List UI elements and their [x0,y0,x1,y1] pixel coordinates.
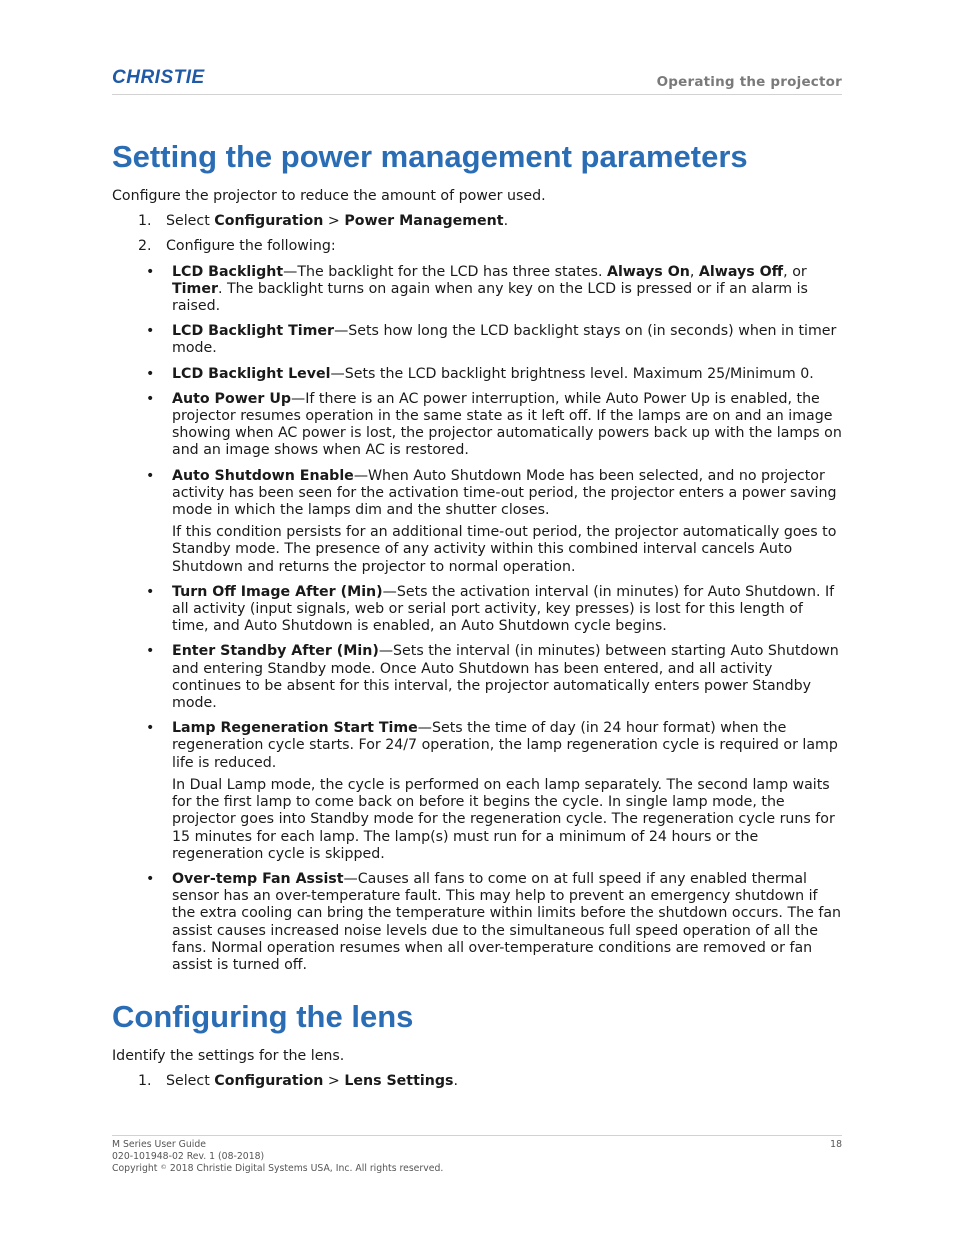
setting-description: , [689,263,699,280]
bullet-icon: • [146,365,155,382]
setting-term: LCD Backlight [172,263,284,280]
setting-description: —Sets how long the LCD backlight stays on (in seconds) when in timer mode. [172,323,837,357]
page-number: 18 [830,1139,842,1150]
settings-list [142,264,842,975]
section-intro: Identify the settings for the lens. [112,1048,345,1065]
setting-term: LCD Backlight Timer [172,323,335,340]
setting-description: —Sets the activation interval (in minutes) for Auto Shutdown. If all activity (input signals, web or serial port activity, key presses) is lost for this length of time, and Auto Shutdown is enabled, an Auto Shutdown cycle begins. [172,583,835,635]
step-number: 1. [138,1073,152,1090]
step-item [112,1073,842,1090]
steps-list [112,1073,842,1090]
bullet-icon: • [146,323,155,340]
header-section-title: Operating the projector [656,74,842,90]
setting-term: Over-temp Fan Assist [172,870,344,887]
menu-path-item: Power Management [344,213,504,230]
header-divider [112,94,842,95]
step-number: 1. [138,213,152,230]
setting-description: —Sets the interval (in minutes) between starting Auto Shutdown and entering Standby mode. Once Auto Shutdown has been entered, and all activity continues to be absent for this interval, the projector automatically enters power Standby mode. [172,643,839,712]
svg-text:CHRISTIE: CHRISTIE [112,67,205,88]
list-item [142,323,842,357]
step-text: Configure the following: [166,238,336,255]
setting-description: —The backlight for the LCD has three states. [283,263,607,280]
path-separator: > [323,213,345,230]
list-item [142,264,842,316]
footer-copyright [112,1162,443,1175]
bullet-icon: • [146,583,155,600]
christie-logo [112,66,220,92]
state-option: Timer [172,280,218,297]
setting-term: Turn Off Image After (Min) [172,583,383,600]
bullet-icon: • [146,467,155,484]
setting-note: In Dual Lamp mode, the cycle is performed on each lamp separately. The second lamp waits for the first lamp to come back on before it begins the cycle. In single lamp mode, the projector goes into Standby mode for the regeneration cycle. The regeneration cycle runs for 15 minutes for each lamp. The lamp(s) must run for a minimum of 24 hours or the regeneration cycle is skipped. [172,776,835,862]
setting-term: Lamp Regeneration Start Time [172,720,418,737]
setting-description: —Causes all fans to come on at full speed if any enabled thermal sensor has an over-temperature fault. This may help to prevent an emergency shutdown if the extra cooling can bring the temperature within limits before the shutdown occurs. The fan assist causes increased noise levels due to the simultaneous full speed operation of all the fans. Normal operation resumes when all over-temperature conditions are removed or fan assist is turned off. [172,870,842,973]
section-heading-lens: Configuring the lens [112,999,414,1035]
copyright-symbol: © [160,1163,167,1171]
step-text: Select [166,213,215,230]
bullet-icon: • [146,870,155,887]
page-content [112,138,842,1091]
state-option: Always On [606,263,690,280]
setting-description: —When Auto Shutdown Mode has been selected, and no projector activity has been seen for the activation time-out period, the projector enters a power saving mode in which the lamps dim and the shutter closes. [172,467,837,519]
setting-description: —Sets the LCD backlight brightness level. Maximum 25/Minimum 0. [330,365,814,382]
footer-divider [112,1135,842,1136]
list-item [142,720,842,863]
setting-term: LCD Backlight Level [172,365,331,382]
setting-description: —If there is an AC power interruption, while Auto Power Up is enabled, the projector resumes operation in the same state as it left off. If the lamps are on and an image showing when AC power is lost, the projector automatically powers back up with the lamps on and an image shows when AC is restored. [172,390,842,459]
list-item [142,391,842,460]
menu-path-item: Lens Settings [344,1073,454,1090]
setting-description: —Sets the time of day (in 24 hour format) when the regeneration cycle starts. For 24/7 operation, the lamp regeneration cycle is required or lamp life is reduced. [172,720,838,771]
setting-note: If this condition persists for an additional time-out period, the projector automatically goes to Standby mode. The presence of any activity within this combined interval cancels Auto Shutdown and returns the projector to normal operation. [172,524,837,575]
step-text: . [503,213,509,230]
setting-term: Auto Shutdown Enable [172,467,354,484]
section-intro: Configure the projector to reduce the amount of power used. [112,188,546,204]
copyright-text: 2018 Christie Digital Systems USA, Inc. All rights reserved. [166,1163,444,1174]
step-number: 2. [138,238,152,255]
setting-description: , or [783,263,807,280]
list-item [142,643,842,712]
setting-term: Enter Standby After (Min) [172,643,379,660]
list-item [142,584,842,636]
menu-path-item: Configuration [214,213,324,230]
christie-logo-icon [112,66,220,88]
footer-guide-name: M Series User Guide [112,1139,206,1150]
bullet-icon: • [146,720,155,737]
state-option: Always Off [698,263,784,280]
footer-info [112,1139,443,1175]
menu-path-item: Configuration [214,1073,324,1090]
bullet-icon: • [146,263,155,280]
list-item [142,468,842,576]
section-heading-power-management: Setting the power management parameters [112,139,748,174]
list-item [142,366,842,383]
step-text: . [453,1073,458,1090]
steps-list [112,213,842,974]
list-item [142,871,842,974]
bullet-icon: • [146,390,155,407]
step-item [112,238,842,974]
step-item [112,213,842,230]
bullet-icon: • [146,643,155,660]
setting-description: . The backlight turns on again when any key on the LCD is pressed or if an alarm is raised. [172,280,808,315]
footer-revision: 020-101948-02 Rev. 1 (08-2018) [112,1150,265,1162]
step-text: Select [166,1073,215,1090]
copyright-text: Copyright [112,1163,161,1174]
setting-term: Auto Power Up [172,390,292,407]
path-separator: > [323,1073,345,1090]
